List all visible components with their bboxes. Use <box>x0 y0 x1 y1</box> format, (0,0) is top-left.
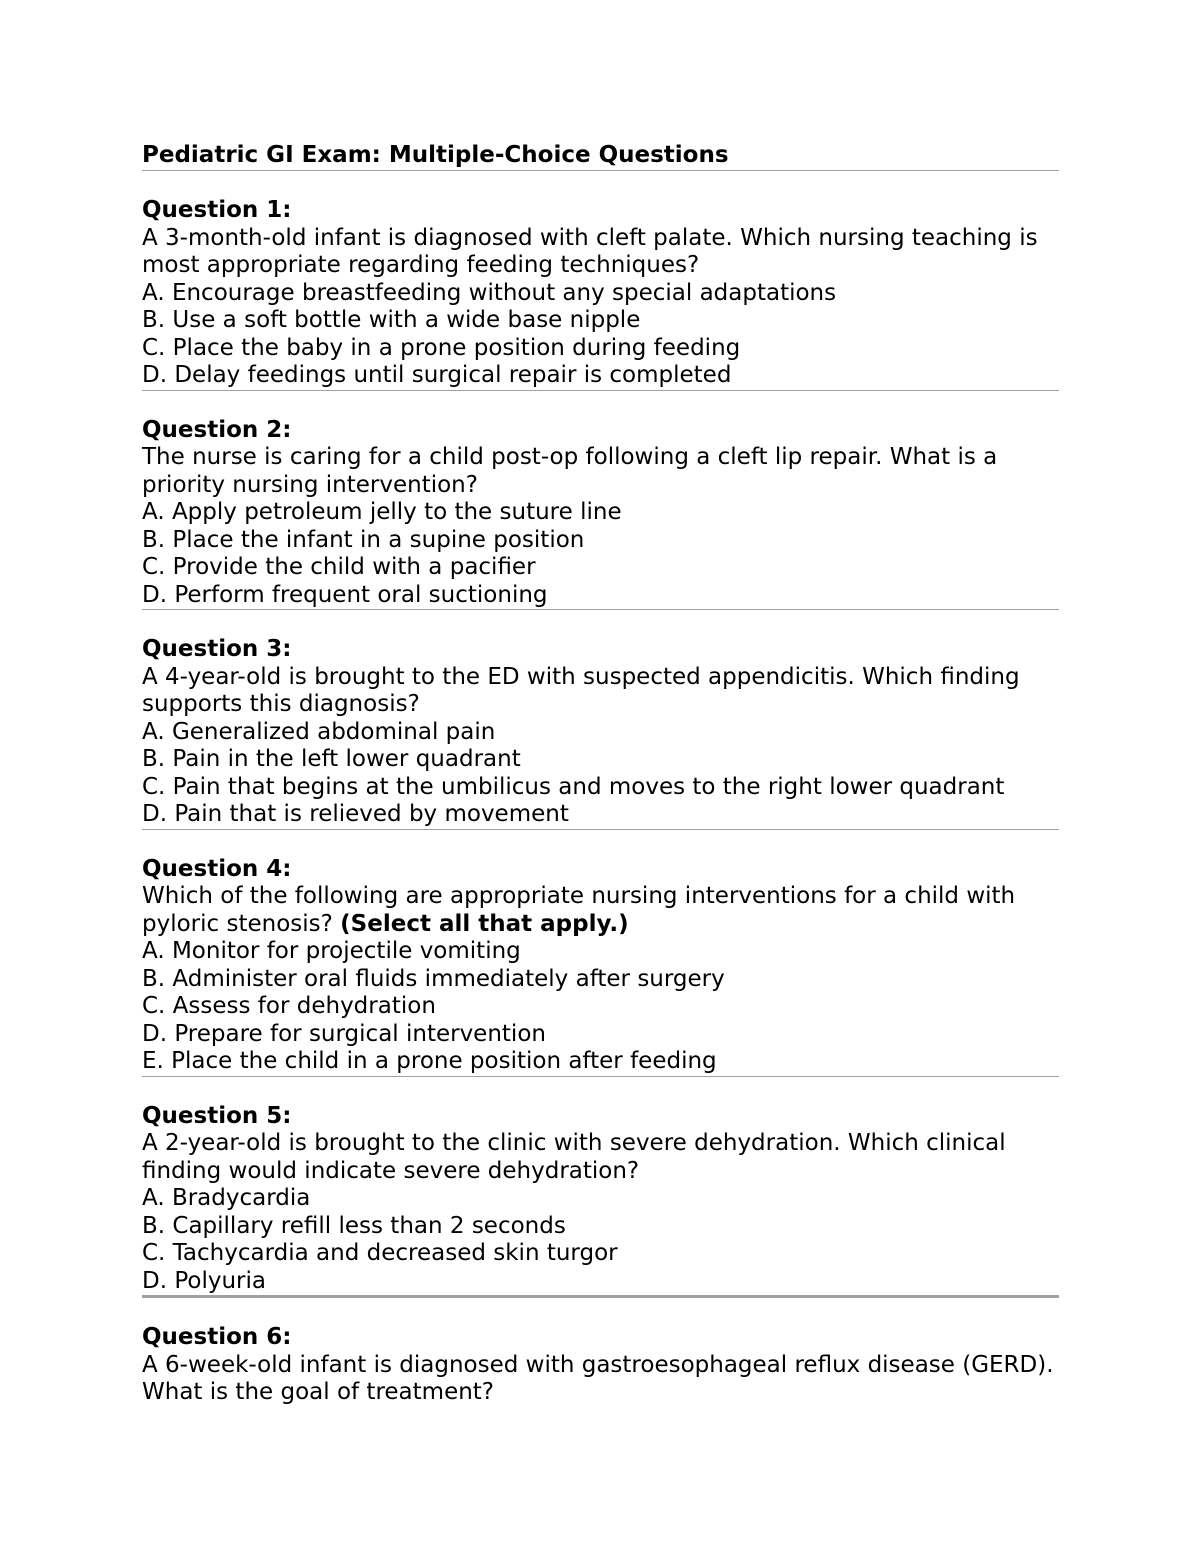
answer-option: B. Pain in the left lower quadrant <box>142 746 521 772</box>
question-heading: Question 6: <box>142 1324 292 1350</box>
answer-option: B. Use a soft bottle with a wide base nipple <box>142 307 641 333</box>
answer-option: B. Capillary refill less than 2 seconds <box>142 1212 566 1239</box>
answer-option: C. Pain that begins at the umbilicus and moves to the right lower quadrant <box>142 773 1005 800</box>
answer-option: A. Monitor for projectile vomiting <box>142 938 521 964</box>
question-block <box>142 197 1059 391</box>
question-stem: A 2-year-old is brought to the clinic with severe dehydration. Which clinical finding would indicate severe dehydration? <box>142 1130 1006 1184</box>
question-stem: Which of the following are appropriate nursing interventions for a child with pyloric stenosis? <box>142 883 1016 937</box>
question-block <box>142 636 1059 830</box>
question-stem-wrapper <box>142 664 1059 719</box>
answer-option: D. Polyuria <box>142 1267 266 1294</box>
question-stem: A 6-week-old infant is diagnosed with gastroesophageal reflux disease (GERD). What is the goal of treatment? <box>142 1351 1054 1405</box>
question-stem-wrapper <box>142 225 1059 280</box>
document-page <box>142 140 1059 1433</box>
answer-option: D. Prepare for surgical intervention <box>142 1020 546 1047</box>
answer-option: D. Perform frequent oral suctioning <box>142 581 548 608</box>
question-block <box>142 856 1059 1077</box>
document-title: Pediatric GI Exam: Multiple-Choice Questions <box>142 140 1059 171</box>
answer-option: C. Tachycardia and decreased skin turgor <box>142 1240 618 1266</box>
question-heading: Question 3: <box>142 636 292 662</box>
question-block <box>142 1103 1059 1299</box>
answer-option: A. Apply petroleum jelly to the suture line <box>142 499 622 525</box>
question-heading: Question 5: <box>142 1102 292 1129</box>
question-stem-wrapper <box>142 883 1059 938</box>
question-heading: Question 1: <box>142 197 292 223</box>
question-stem-wrapper <box>142 444 1059 499</box>
answer-option: E. Place the child in a prone position after feeding <box>142 1048 717 1074</box>
answer-option: C. Provide the child with a pacifier <box>142 554 536 580</box>
answer-option: B. Place the infant in a supine position <box>142 526 585 553</box>
question-stem-wrapper <box>142 1352 1059 1407</box>
question-heading: Question 4: <box>142 855 292 882</box>
answer-option: B. Administer oral fluids immediately after surgery <box>142 965 725 992</box>
question-list <box>142 197 1059 1407</box>
answer-option: C. Place the baby in a prone position during feeding <box>142 334 741 361</box>
question-stem-wrapper <box>142 1130 1059 1185</box>
answer-option: A. Bradycardia <box>142 1185 311 1211</box>
question-block <box>142 1324 1059 1407</box>
question-heading: Question 2: <box>142 416 292 443</box>
question-note: (Select all that apply.) <box>340 910 629 937</box>
question-stem: A 3-month-old infant is diagnosed with cleft palate. Which nursing teaching is most appropriate regarding feeding techniques? <box>142 224 1038 278</box>
question-stem: The nurse is caring for a child post-op following a cleft lip repair. What is a priority nursing intervention? <box>142 444 998 498</box>
question-block <box>142 417 1059 611</box>
answer-option: D. Delay feedings until surgical repair is completed <box>142 362 732 388</box>
answer-option: A. Encourage breastfeeding without any special adaptations <box>142 279 837 306</box>
answer-option: C. Assess for dehydration <box>142 993 436 1019</box>
answer-option: D. Pain that is relieved by movement <box>142 801 569 827</box>
answer-option: A. Generalized abdominal pain <box>142 718 496 745</box>
question-stem: A 4-year-old is brought to the ED with suspected appendicitis. Which finding supports this diagnosis? <box>142 663 1020 717</box>
